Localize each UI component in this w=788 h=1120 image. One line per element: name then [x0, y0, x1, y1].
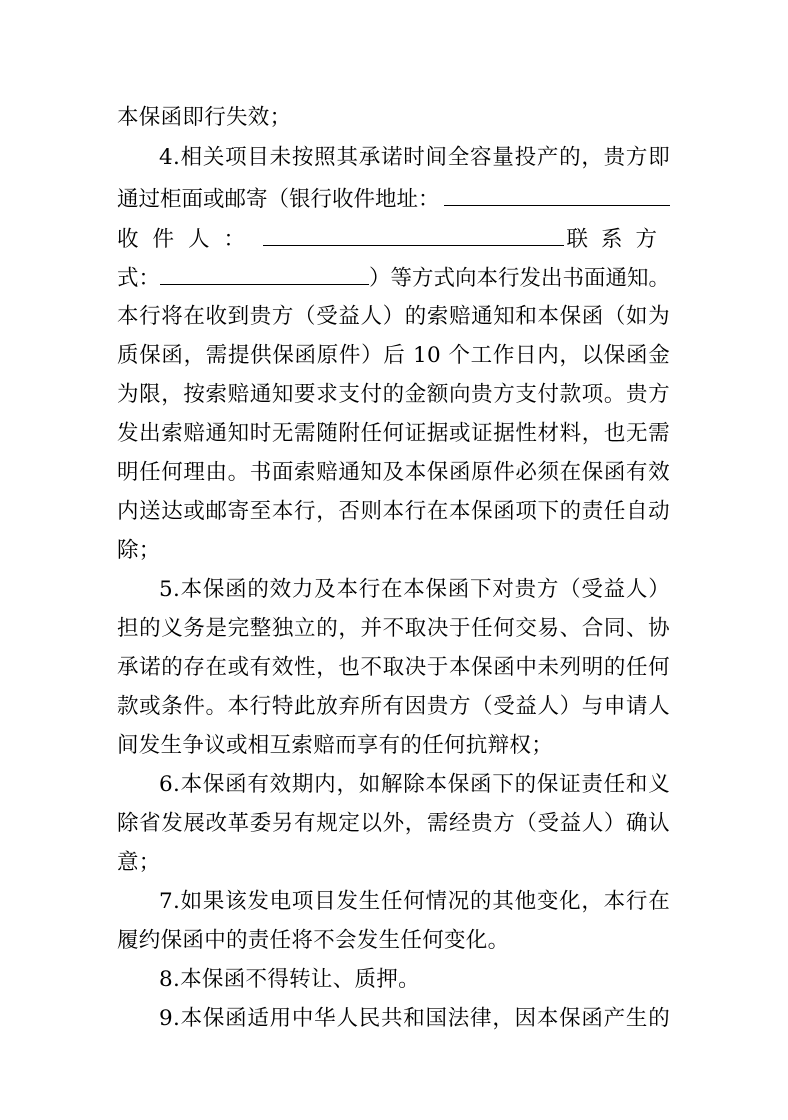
- text-line: 除省发展改革委另有规定以外，需经贵方（受益人）确认: [117, 811, 670, 836]
- text-line: 明任何理由。书面索赔通知及本保函原件必须在保函有效: [117, 460, 670, 485]
- text-line: 意；: [117, 850, 161, 875]
- text-line: 间发生争议或相互索赔而享有的任何抗辩权；: [117, 733, 554, 758]
- text-line: 9.本保函适用中华人民共和国法律，因本保函产生的: [159, 1006, 670, 1031]
- contact-line: [117, 262, 670, 294]
- recipient-blank[interactable]: [263, 223, 564, 246]
- text-line: 款或条件。本行特此放弃所有因贵方（受益人）与申请人: [117, 694, 670, 719]
- address-line: [117, 183, 670, 215]
- text-line: 6.本保函有效期内，如解除本保函下的保证责任和义: [159, 772, 670, 797]
- text-line: 担的义务是完整独立的，并不取决于任何交易、合同、协: [117, 616, 670, 641]
- contact-label-part1: 联系方: [566, 227, 670, 252]
- notice-method-text: ）等方式向本行发出书面通知。: [368, 266, 670, 291]
- text-line: 4.相关项目未按照其承诺时间全容量投产的，贵方即: [159, 145, 670, 170]
- contact-label-part2: 式：: [117, 266, 161, 291]
- contact-blank[interactable]: [160, 262, 369, 285]
- text-line: 本保函即行失效；: [117, 105, 292, 130]
- address-blank[interactable]: [444, 183, 670, 206]
- address-label: 通过柜面或邮寄（银行收件地址：: [117, 187, 440, 212]
- text-line: 本行将在收到贵方（受益人）的索赔通知和本保函（如为: [117, 304, 670, 329]
- recipient-label: 收件人：: [117, 227, 260, 252]
- text-line: 发出索赔通知时无需随附任何证据或证据性材料，也无需: [117, 421, 670, 446]
- text-line: 质保函，需提供保函原件）后 10 个工作日内，以保函金: [117, 343, 670, 368]
- text-line: 7.如果该发电项目发生任何情况的其他变化，本行在: [159, 889, 670, 914]
- text-line: 5.本保函的效力及本行在本保函下对贵方（受益人）: [159, 577, 670, 602]
- text-line: 8.本保函不得转让、质押。: [159, 967, 420, 992]
- text-line: 除；: [117, 538, 161, 563]
- text-line: 为限，按索赔通知要求支付的金额向贵方支付款项。贵方: [117, 382, 670, 407]
- text-line: 承诺的存在或有效性，也不取决于本保函中未列明的任何: [117, 655, 670, 680]
- text-line: 履约保函中的责任将不会发生任何变化。: [117, 928, 510, 953]
- text-line: 内送达或邮寄至本行，否则本行在本保函项下的责任自动: [117, 499, 670, 524]
- recipient-line: [117, 223, 670, 255]
